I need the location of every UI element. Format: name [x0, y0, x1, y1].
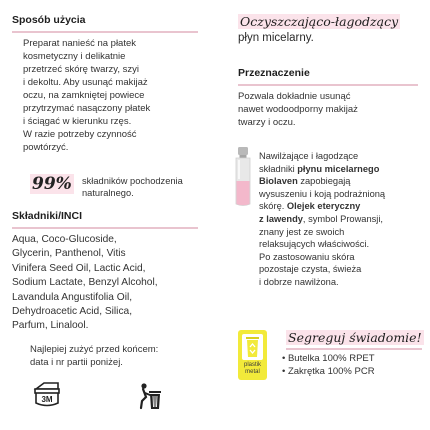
- desc-l6: z lawendy: [259, 213, 303, 224]
- recycle-item: • Zakrętka 100% PCR: [282, 366, 375, 377]
- desc-l9: Po zastosowaniu skóra: [259, 251, 355, 262]
- purpose-title: Przeznaczenie: [238, 67, 310, 79]
- product-subtitle: płyn micelarny.: [238, 32, 314, 44]
- usage-line: przetrzeć skórę twarzy, szyi: [23, 64, 139, 75]
- recycle-item: • Butelka 100% RPET: [282, 353, 375, 364]
- desc-l2b: płynu micelarnego: [297, 163, 380, 174]
- desc-l10: pozostaje czysta, świeża: [259, 264, 362, 275]
- recycle-list: [282, 352, 427, 378]
- desc-l11: i dobrze nawilżona.: [259, 276, 339, 287]
- usage-text: [23, 37, 203, 154]
- desc-l5a: skórę.: [259, 201, 287, 212]
- ingredient-line: Vinifera Seed Oil, Lactic Acid,: [12, 262, 146, 274]
- ingredient-line: Aqua, Coco-Glucoside,: [12, 234, 117, 245]
- usage-line: powtórzyć.: [23, 142, 69, 153]
- desc-l1: Nawilżające i łagodzące: [259, 151, 359, 161]
- natural-line1: składników pochodzenia: [82, 176, 183, 186]
- usage-line: oczu, na zamkniętej powiece: [23, 90, 145, 101]
- desc-l4: wysuszeniu i koją podrażnioną: [259, 188, 386, 199]
- ingredient-line: Glycerin, Panthenol, Vitis: [12, 248, 126, 260]
- purpose-line: twarzy i oczu.: [238, 117, 296, 128]
- badge-line2: metal: [245, 369, 260, 375]
- ingredient-line: Sodium Lactate, Benzyl Alcohol,: [12, 277, 158, 289]
- natural-line2: naturalnego.: [82, 187, 134, 198]
- ingredient-line: Parfum, Linalool.: [12, 320, 89, 332]
- badge-line1: plastik: [243, 362, 261, 368]
- natural-percent: 99%: [32, 174, 72, 194]
- product-title-block: [238, 13, 400, 31]
- pao-label: 3M: [41, 395, 53, 404]
- trash-bin-icon: [138, 381, 164, 411]
- desc-l2a: składniki: [259, 163, 298, 174]
- best-before-line2: data i nr partii poniżej.: [30, 357, 123, 368]
- usage-line: kosmetyczny i delikatnie: [23, 51, 126, 62]
- bottle-icon: [232, 147, 254, 207]
- product-title: Oczyszczająco-łagodzący: [240, 14, 399, 29]
- desc-l3b: zapobiegają: [297, 176, 351, 187]
- best-before: [30, 343, 210, 369]
- desc-l7: znany jest ze swoich: [259, 226, 345, 237]
- purpose-line: nawet wodoodporny makijaż: [238, 104, 358, 115]
- purpose-line: Pozwala dokładnie usunąć: [238, 91, 351, 102]
- usage-title: Sposób użycia: [12, 14, 86, 26]
- ingredient-line: Dehydroacetic Acid, Silica,: [12, 306, 133, 318]
- description-text: [259, 150, 427, 289]
- recycle-badge: [238, 330, 267, 380]
- usage-line: i ściągać w kierunku rzęs.: [23, 116, 132, 127]
- usage-line: i dekoltu. Aby usunąć makijaż: [23, 77, 148, 88]
- ingredients-title: Składniki/INCI: [12, 210, 83, 222]
- best-before-line1: Najlepiej zużyć przed końcem:: [30, 344, 159, 355]
- recycle-bin-icon: [242, 334, 263, 360]
- purpose-divider: [238, 84, 418, 86]
- recycle-title: Segreguj świadomie!: [288, 330, 422, 345]
- ingredients-text: [12, 233, 212, 334]
- ingredient-line: Lavandula Angustifolia Oil,: [12, 291, 133, 303]
- pao-jar-icon: [32, 380, 62, 410]
- usage-line: przytrzymać nasączony płatek: [23, 103, 151, 114]
- desc-l5b: Olejek eteryczny: [286, 201, 361, 212]
- recycle-title-block: [286, 329, 424, 347]
- desc-l6b: , symbol Prowansji,: [302, 213, 384, 224]
- desc-l8: relaksujących właściwości.: [259, 239, 370, 250]
- usage-line: W razie potrzeby czynność: [23, 129, 137, 140]
- ingredients-divider: [12, 227, 198, 229]
- purpose-text: [238, 90, 423, 129]
- usage-line: Preparat nanieść na płatek: [23, 38, 137, 49]
- usage-divider: [12, 31, 198, 33]
- recycle-divider: [286, 348, 422, 350]
- desc-l3a: Biolaven: [259, 176, 298, 187]
